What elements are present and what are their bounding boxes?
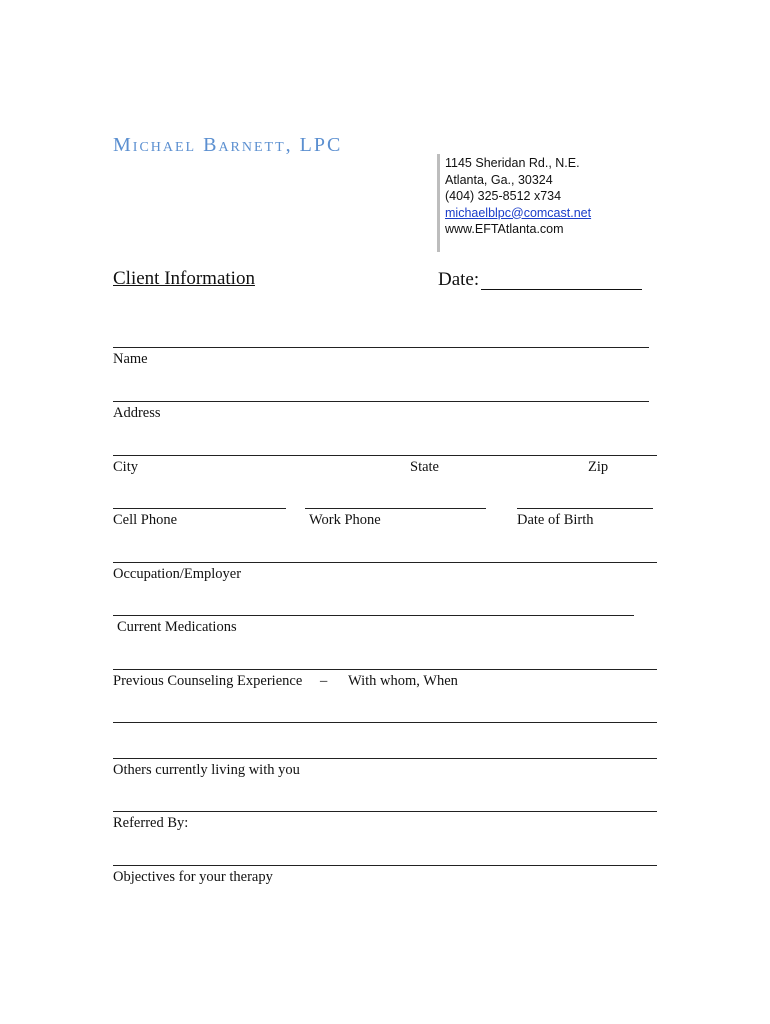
medications-label: Current Medications <box>117 619 237 635</box>
referred-by-label: Referred By: <box>113 815 189 831</box>
previous-counseling-field-line[interactable] <box>113 669 657 670</box>
website: www.EFTAtlanta.com <box>445 222 564 236</box>
practice-name: Michael Barnett, LPC <box>113 134 343 156</box>
date-of-birth-label: Date of Birth <box>517 512 594 528</box>
date-of-birth-field-line[interactable] <box>517 508 653 509</box>
cell-phone-label: Cell Phone <box>113 512 178 528</box>
others-living-field-line[interactable] <box>113 758 657 759</box>
objectives-field-line[interactable] <box>113 865 657 866</box>
zip-label: Zip <box>588 459 609 475</box>
phone-number: (404) 325-8512 x734 <box>445 189 562 203</box>
counseling-extra-line[interactable] <box>113 722 657 723</box>
previous-counseling-dash: – <box>320 673 328 689</box>
name-label: Name <box>113 351 148 367</box>
contact-block <box>445 155 591 238</box>
others-living-label: Others currently living with you <box>113 762 300 778</box>
cell-phone-field-line[interactable] <box>113 508 286 509</box>
occupation-label: Occupation/Employer <box>113 566 242 582</box>
city-label: City <box>113 459 138 475</box>
previous-counseling-label: Previous Counseling Experience <box>113 673 303 689</box>
header-divider <box>437 154 440 252</box>
email-link[interactable]: michaelblpc@comcast.net <box>445 205 592 220</box>
date-label: Date: <box>438 269 480 290</box>
work-phone-label: Work Phone <box>309 512 381 528</box>
address-line-2: Atlanta, Ga., 30324 <box>445 172 553 187</box>
state-label: State <box>410 459 439 475</box>
name-field-line[interactable] <box>113 347 649 348</box>
work-phone-field-line[interactable] <box>305 508 486 509</box>
objectives-label: Objectives for your therapy <box>113 869 273 885</box>
occupation-field-line[interactable] <box>113 562 657 563</box>
form-title: Client Information <box>113 268 255 289</box>
referred-by-field-line[interactable] <box>113 811 657 812</box>
address-line-1: 1145 Sheridan Rd., N.E. <box>445 156 580 170</box>
address-label: Address <box>113 405 161 421</box>
date-field-line[interactable] <box>481 289 642 290</box>
medications-field-line[interactable] <box>113 615 634 616</box>
city-state-zip-field-line[interactable] <box>113 455 657 456</box>
with-whom-label: With whom, When <box>348 673 458 689</box>
address-field-line[interactable] <box>113 401 649 402</box>
